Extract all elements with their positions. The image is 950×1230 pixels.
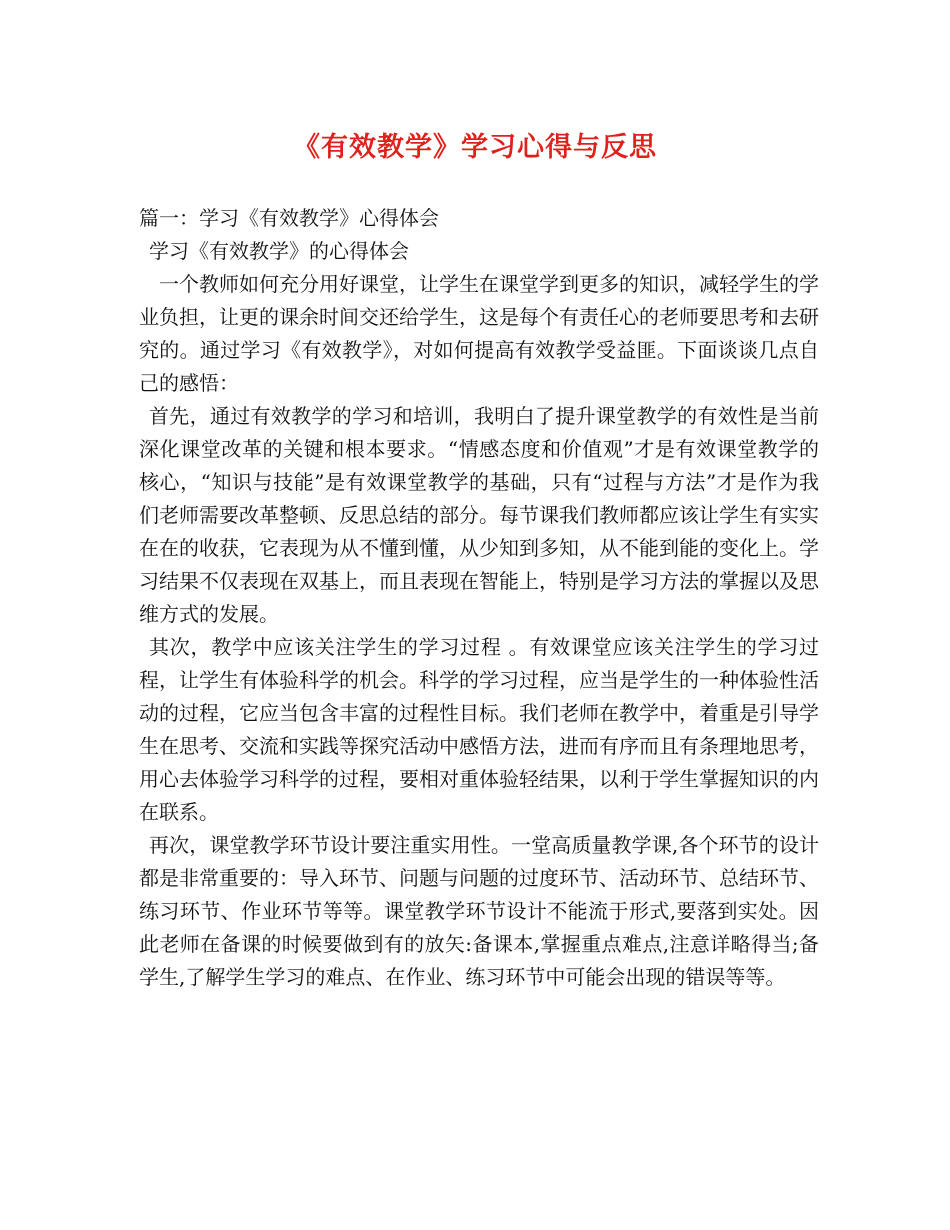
paragraph-first: 首先，通过有效教学的学习和培训，我明白了提升课堂教学的有效性是当前深化课堂改革的关键和根本要求。“情感态度和价值观”才是有效课堂教学的核心，“知识与技能”是有效课堂教学的基础，只有“过程与方法”才是作为我们老师需要改革整顿、反思总结的部分。每节课我们教师都应该让学生有实实在在的收获，它表现为从不懂到懂，从少知到多知，从不能到能的变化上。学习结果不仅表现在双基上，而且表现在智能上，特别是学习方法的掌握以及思维方式的发展。 <box>139 404 819 626</box>
section-heading: 篇一：学习《有效教学》心得体会 <box>139 206 439 230</box>
subheading: 学习《有效教学》的心得体会 <box>149 239 409 263</box>
document-body <box>139 202 819 994</box>
paragraph-intro: 一个教师如何充分用好课堂，让学生在课堂学到更多的知识，减轻学生的学业负担，让更的课余时间交还给学生，这是每个有责任心的老师要思考和去研究的。通过学习《有效教学》，对如何提高有效教学受益匪。下面谈谈几点自己的感悟： <box>139 272 819 395</box>
document-title: 《有效教学》学习心得与反思 <box>293 132 657 163</box>
paragraph-third: 再次，课堂教学环节设计要注重实用性。一堂高质量教学课,各个环节的设计都是非常重要的：导入环节、问题与问题的过度环节、活动环节、总结环节、练习环节、作业环节等等。课堂教学环节设计不能流于形式,要落到实处。因此老师在备课的时候要做到有的放矢:备课本,掌握重点难点,注意详略得当;备学生,了解学生学习的难点、在作业、练习环节中可能会出现的错误等等。 <box>139 833 819 989</box>
paragraph-second: 其次，教学中应该关注学生的学习过程 。有效课堂应该关注学生的学习过程，让学生有体验科学的机会。科学的学习过程，应当是学生的一种体验性活动的过程，它应当包含丰富的过程性目标。我们老师在教学中，着重是引导学生在思考、交流和实践等探究活动中感悟方法，进而有序而且有条理地思考，用心去体验学习科学的过程，要相对重体验轻结果，以利于学生掌握知识的内在联系。 <box>139 635 819 824</box>
